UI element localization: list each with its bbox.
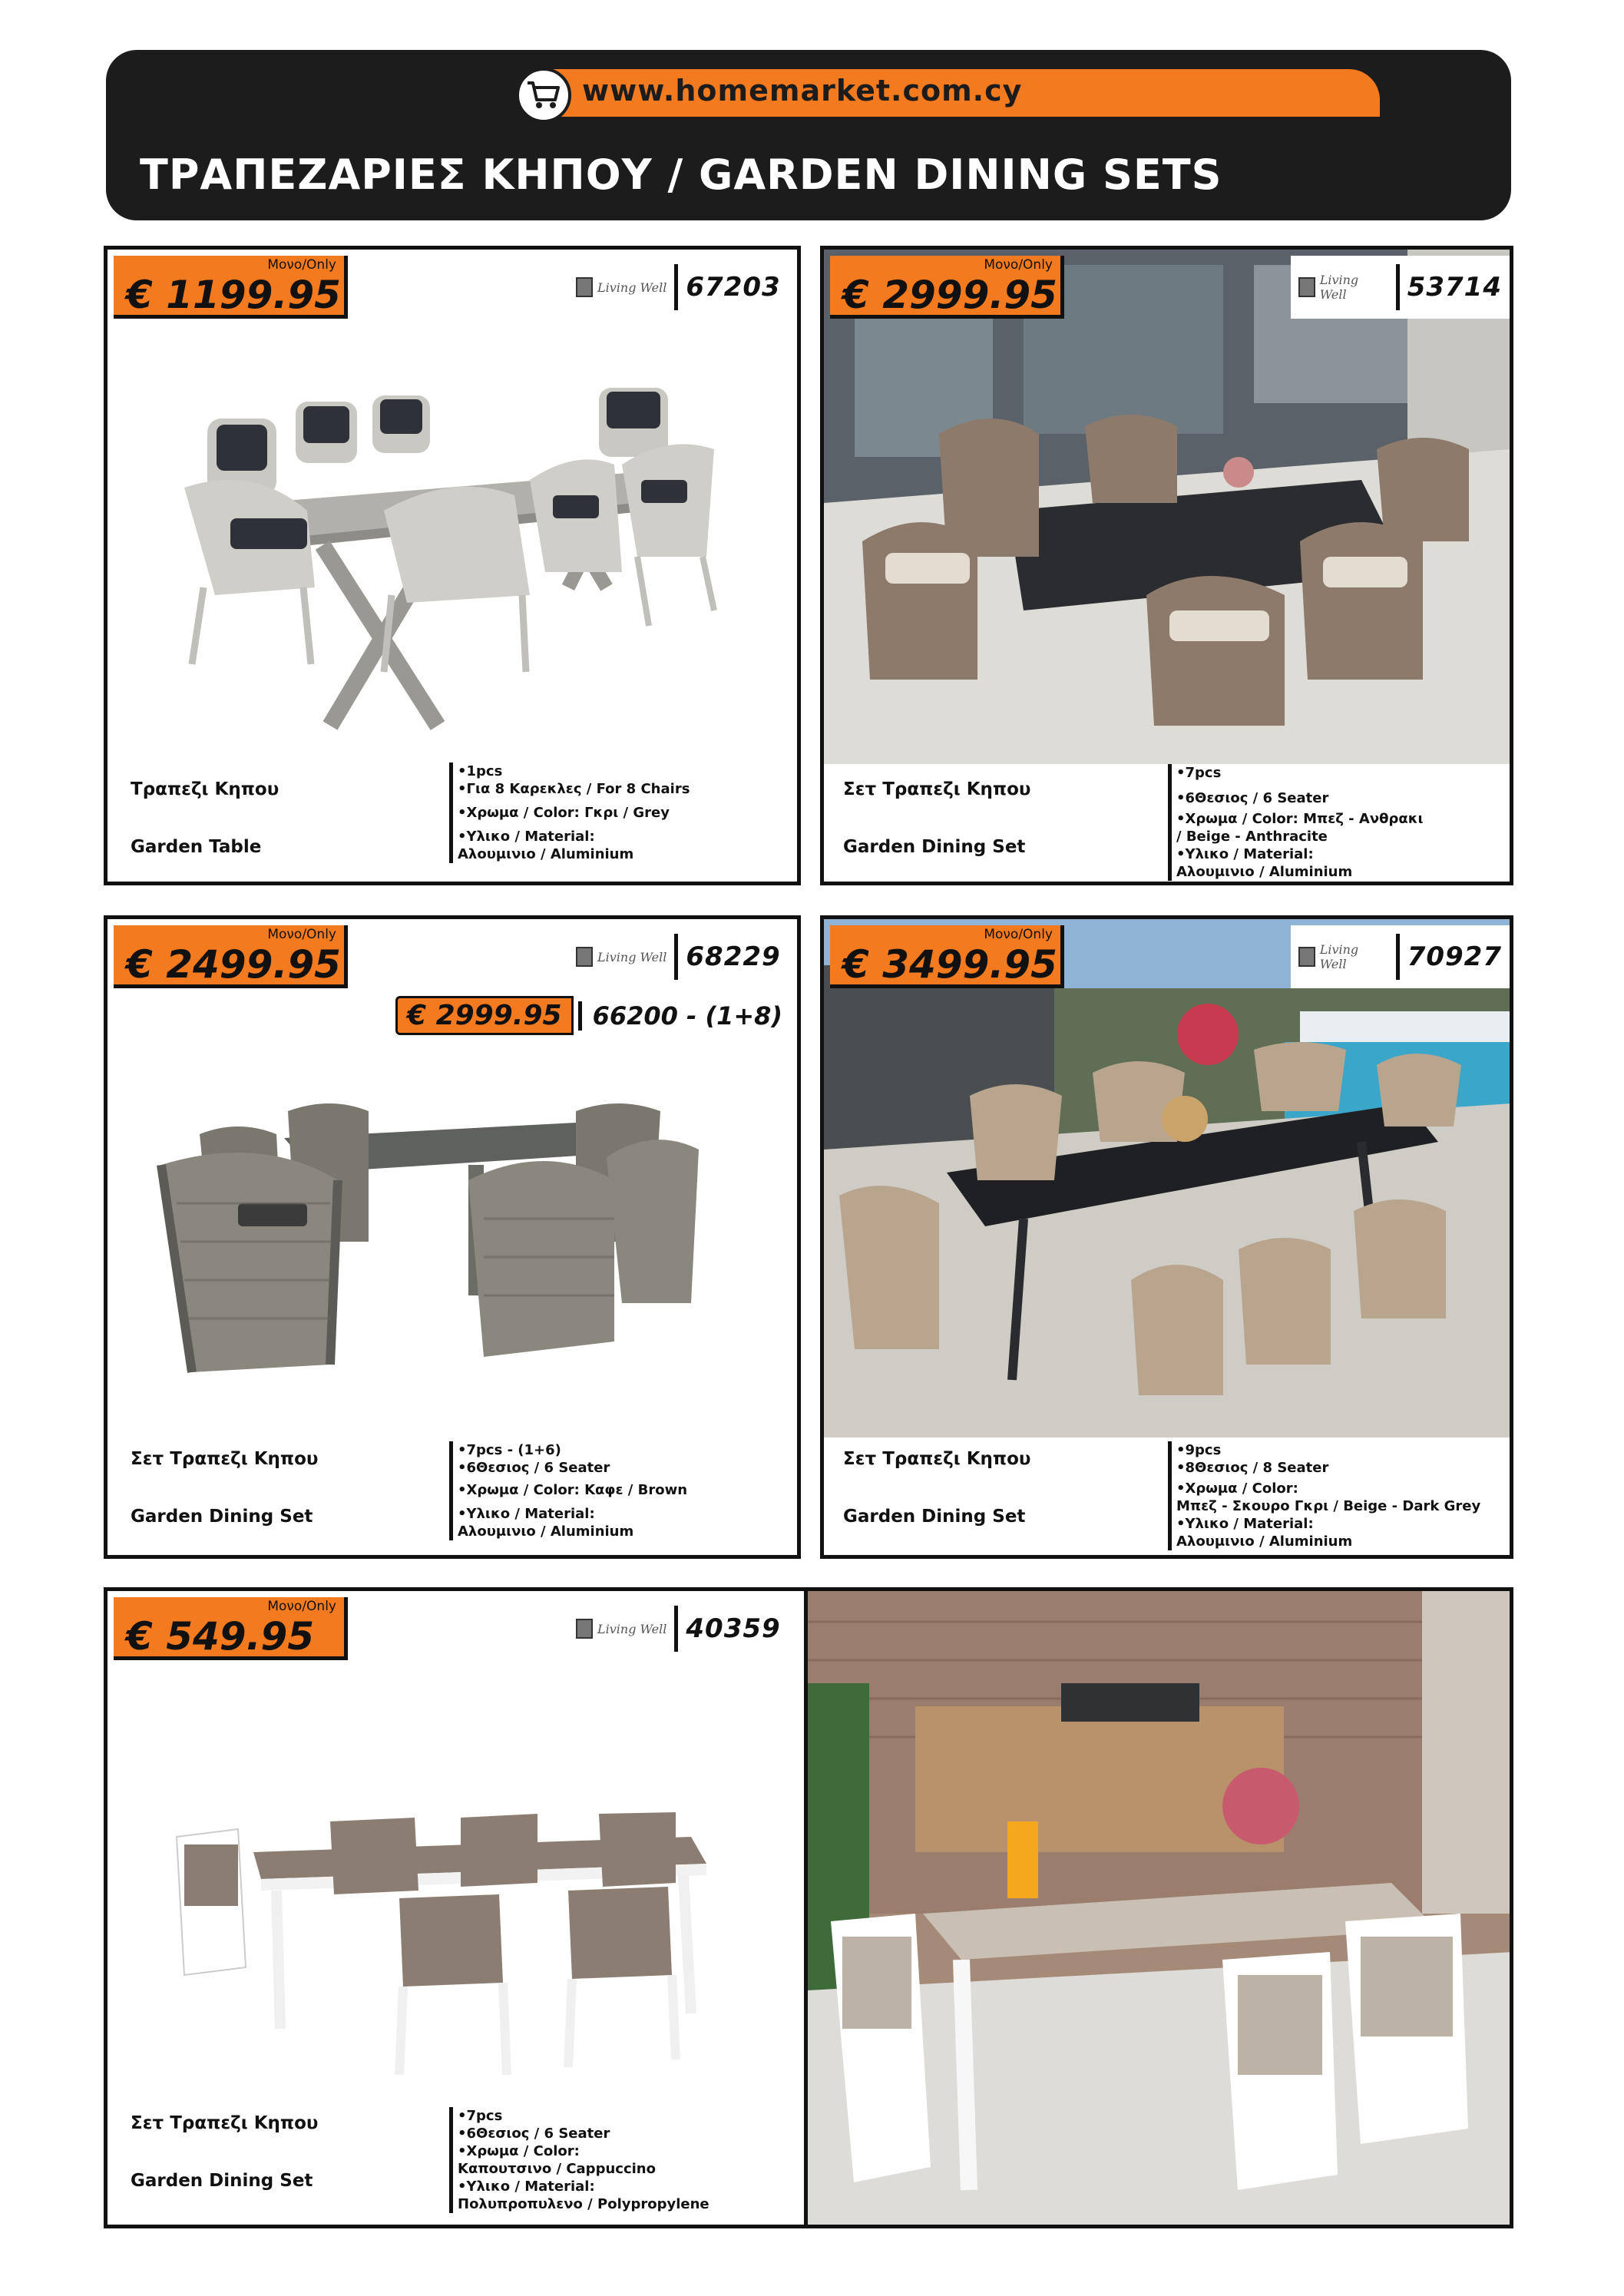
alternative-set-price — [395, 996, 782, 1035]
price: € 2499.95 — [126, 942, 341, 987]
price: € 549.95 — [126, 1614, 315, 1659]
product-specs: •9pcs •8Θεσιος / 8 Seater •Χρωμα / Color: Μπεζ - Σκουρο Γκρι / Beige - Dark Grey •Υλικο / Material: Αλουμινιο / Aluminium — [1168, 1441, 1480, 1550]
product-card-70927 — [820, 915, 1513, 1559]
product-card-67203 — [104, 246, 801, 885]
product-code: 68229 — [686, 941, 781, 972]
price-badge: Μονο/Only € 2499.95 — [114, 925, 348, 988]
product-card-40359 — [104, 1587, 1513, 2228]
brand-icon — [576, 1619, 593, 1639]
price: € 1199.95 — [126, 273, 341, 317]
product-name-gr: Τραπεζι Κηπου — [131, 779, 279, 799]
product-specs: •1pcs •Για 8 Καρεκλες / For 8 Chairs •Χρωμα / Color: Γκρι / Grey •Υλικο / Material: Αλουμινιο / Aluminium — [449, 763, 690, 863]
alt-price: € 2999.95 — [395, 996, 574, 1035]
price-badge: Μονο/Only € 1199.95 — [114, 256, 348, 319]
product-name-gr: Σετ Τραπεζι Κηπου — [843, 779, 1031, 799]
product-name-en: Garden Dining Set — [843, 1507, 1026, 1527]
brand-code — [1291, 256, 1510, 319]
product-name-gr: Σετ Τραπεζι Κηπου — [131, 1449, 319, 1469]
product-image — [824, 250, 1511, 764]
cart-icon[interactable] — [516, 68, 571, 123]
page-title: ΤΡΑΠΕΖΑΡΙΕΣ ΚΗΠΟΥ / GARDEN DINING SETS — [140, 151, 1222, 199]
price-badge: Μονο/Only € 3499.95 — [830, 925, 1064, 988]
website-url[interactable]: www.homemarket.com.cy — [582, 74, 1023, 108]
product-card-68229 — [104, 915, 801, 1559]
product-code: 40359 — [686, 1613, 781, 1644]
product-name-en: Garden Dining Set — [843, 837, 1026, 857]
product-code: 70927 — [1407, 941, 1502, 972]
price-badge: Μονο/Only € 549.95 — [114, 1597, 348, 1660]
brand-logo: Living Well — [1291, 934, 1400, 980]
lifestyle-image — [804, 1591, 1510, 2225]
product-code: 53714 — [1407, 272, 1502, 303]
brand-logo: Living Well — [568, 934, 678, 980]
brand-code — [568, 925, 789, 988]
product-name-gr: Σετ Τραπεζι Κηπου — [843, 1449, 1031, 1469]
product-specs: •7pcs •6Θεσιος / 6 Seater •Χρωμα / Color: Μπεζ - Ανθρακι / Beige - Anthracite •Υλικο / Material: Αλουμινιο / Aluminium — [1168, 764, 1424, 881]
brand-icon — [1298, 947, 1315, 967]
brand-logo: Living Well — [1291, 264, 1400, 310]
brand-icon — [576, 947, 593, 967]
product-image — [824, 919, 1511, 1437]
product-name-en: Garden Dining Set — [131, 1507, 313, 1527]
brand-icon — [1298, 277, 1315, 297]
product-name-en: Garden Table — [131, 837, 262, 857]
product-card-53714 — [820, 246, 1513, 885]
brand-icon — [576, 277, 593, 297]
brand-logo: Living Well — [568, 264, 678, 310]
product-image — [154, 1737, 768, 2106]
product-specs: •7pcs •6Θεσιος / 6 Seater •Χρωμα / Color: Καπουτσινο / Cappuccino •Υλικο / Material: Πολυπροπυλενο / Polypropylene — [449, 2107, 709, 2213]
price: € 2999.95 — [842, 273, 1057, 317]
product-code: 67203 — [686, 272, 781, 303]
brand-logo: Living Well — [568, 1606, 678, 1652]
product-name-gr: Σετ Τραπεζι Κηπου — [131, 2113, 319, 2133]
brand-code — [1291, 925, 1510, 988]
product-name-en: Garden Dining Set — [131, 2171, 313, 2191]
product-specs: •7pcs - (1+6) •6Θεσιος / 6 Seater •Χρωμα / Color: Καφε / Brown •Υλικο / Material: Αλουμινιο / Aluminium — [449, 1441, 687, 1540]
alt-code: 66200 - (1+8) — [578, 1001, 782, 1031]
price-badge: Μονο/Only € 2999.95 — [830, 256, 1064, 319]
brand-code — [568, 256, 789, 319]
brand-code — [568, 1597, 789, 1660]
price: € 3499.95 — [842, 942, 1057, 987]
